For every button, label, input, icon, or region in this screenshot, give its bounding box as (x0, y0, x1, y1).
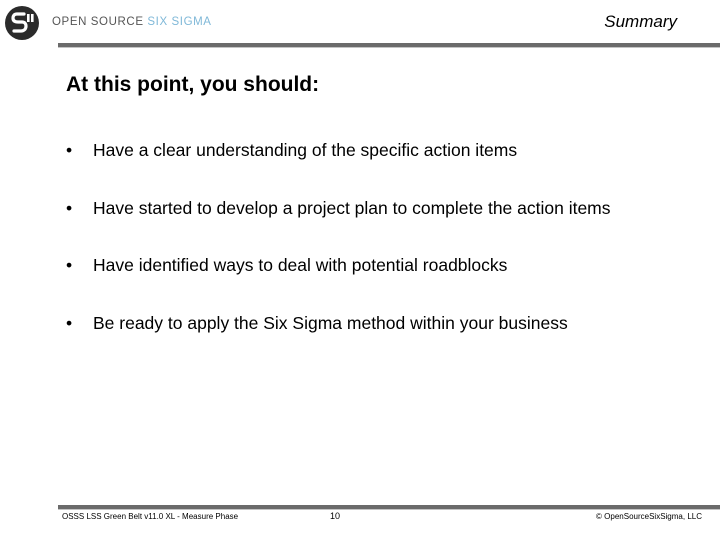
slide-title: Summary (604, 12, 677, 31)
bullet-item (66, 313, 568, 333)
bullet-text: Have identified ways to deal with potential roadblocks (93, 255, 508, 275)
open-source-six-sigma-logo-icon (4, 5, 40, 41)
bullet-item (66, 255, 507, 275)
bullet-item (66, 140, 517, 160)
bullet-text: Be ready to apply the Six Sigma method within your business (93, 313, 568, 333)
footer-copyright: © OpenSourceSixSigma, LLC (596, 512, 702, 521)
bullet-item (66, 198, 611, 218)
logo-wordmark (52, 16, 212, 28)
page-number: 10 (330, 511, 341, 521)
content-heading: At this point, you should: (66, 73, 320, 96)
bullet-symbol: • (66, 313, 73, 333)
logo-wordmark-prefix: OPEN SOURCE (52, 16, 148, 28)
bullet-symbol: • (66, 255, 73, 275)
bullet-text: Have a clear understanding of the specific action items (93, 140, 518, 160)
logo-wordmark-accent: SIX SIGMA (147, 16, 212, 28)
footer-course-label: OSSS LSS Green Belt v11.0 XL - Measure Phase (62, 512, 239, 521)
bullet-symbol: • (66, 198, 73, 218)
footer-rule-shadow (58, 509, 720, 510)
header-rule-shadow (58, 47, 720, 48)
bullet-text: Have started to develop a project plan to complete the action items (93, 198, 611, 218)
bullet-symbol: • (66, 140, 73, 160)
